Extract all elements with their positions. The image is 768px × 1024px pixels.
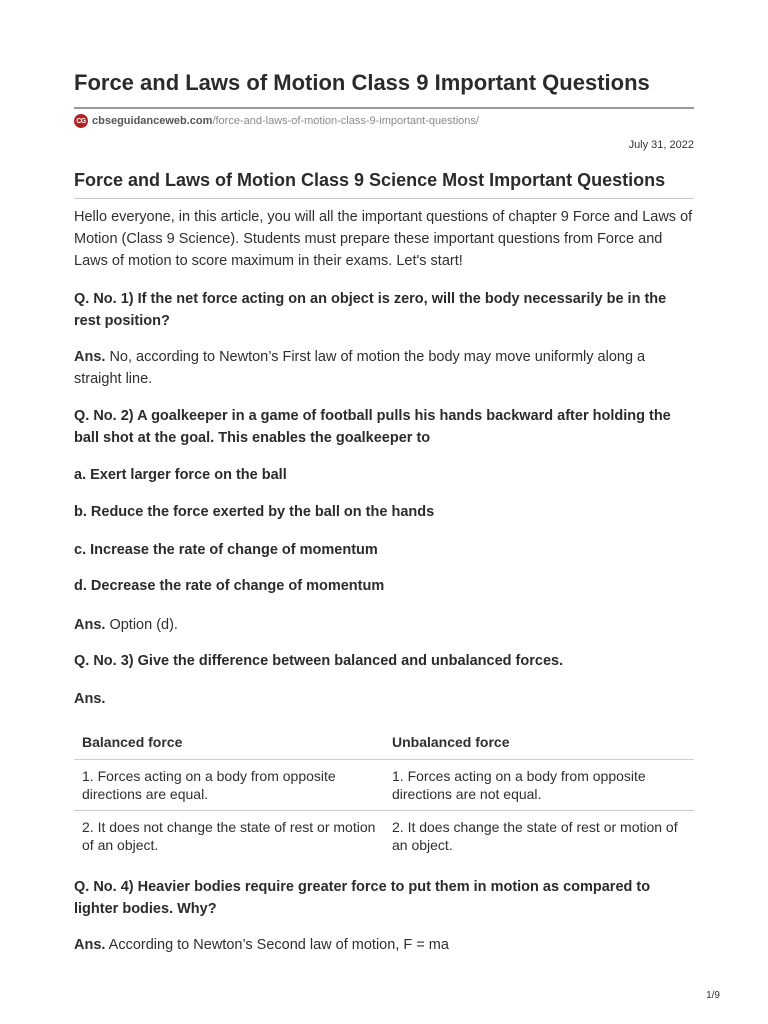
answer-1 <box>74 346 694 390</box>
site-logo-icon: CG <box>74 114 88 128</box>
table-row <box>74 760 694 811</box>
table-header-unbalanced: Unbalanced force <box>384 724 694 760</box>
answer-label: Ans. <box>74 617 106 633</box>
option-c: c. Increase the rate of change of momentum <box>74 542 378 558</box>
answer-2-text: Option (d). <box>105 617 178 633</box>
answer-label: Ans. <box>74 691 106 707</box>
option-b: b. Reduce the force exerted by the ball on the hands <box>74 504 435 520</box>
source-line <box>74 114 479 128</box>
answer-label: Ans. <box>74 349 106 365</box>
question-1: Q. No. 1) If the net force acting on an object is zero, will the body necessarily be in the rest position? <box>74 291 667 329</box>
table-cell: 2. It does not change the state of rest or motion of an object. <box>82 819 376 853</box>
page-title: Force and Laws of Motion Class 9 Important Questions <box>74 70 650 95</box>
table-cell: 1. Forces acting on a body from opposite directions are not equal. <box>384 760 694 811</box>
comparison-table <box>74 724 694 861</box>
table-cell: 1. Forces acting on a body from opposite directions are equal. <box>74 760 384 811</box>
publish-date: July 31, 2022 <box>628 139 694 151</box>
question-2: Q. No. 2) A goalkeeper in a game of football pulls his hands backward after holding the ball shot at the goal. This enables the goalkeeper to <box>74 408 671 446</box>
source-domain[interactable]: cbseguidanceweb.com <box>92 115 213 127</box>
intro-paragraph: Hello everyone, in this article, you will all the important questions of chapter 9 Force and Laws of Motion (Class 9 Science). Students must prepare these important questions from Force and Laws of motion to score maximum in their exams. Let's start! <box>74 209 693 269</box>
title-divider <box>74 107 694 109</box>
source-path[interactable]: /force-and-laws-of-motion-class-9-important-questions/ <box>212 115 479 127</box>
question-3: Q. No. 3) Give the difference between balanced and unbalanced forces. <box>74 653 564 669</box>
table-header-balanced: Balanced force <box>74 724 384 760</box>
article-subtitle: Force and Laws of Motion Class 9 Science Most Important Questions <box>74 170 666 190</box>
table-cell: 2. It does change the state of rest or motion of an object. <box>392 819 678 853</box>
option-d: d. Decrease the rate of change of momentum <box>74 578 385 594</box>
answer-2 <box>74 614 694 636</box>
answer-4 <box>74 934 694 956</box>
page-number: 1/9 <box>706 990 720 1001</box>
answer-3 <box>74 688 694 710</box>
subtitle-divider <box>74 198 694 199</box>
option-a: a. Exert larger force on the ball <box>74 467 287 483</box>
table-header-row <box>74 724 694 760</box>
answer-4-text: According to Newton’s Second law of motion, F = ma <box>105 937 449 953</box>
question-4: Q. No. 4) Heavier bodies require greater force to put them in motion as compared to lighter bodies. Why? <box>74 879 651 917</box>
answer-label: Ans. <box>74 937 106 953</box>
answer-1-text: No, according to Newton’s First law of motion the body may move uniformly along a straight line. <box>74 349 646 387</box>
table-row <box>74 811 694 862</box>
